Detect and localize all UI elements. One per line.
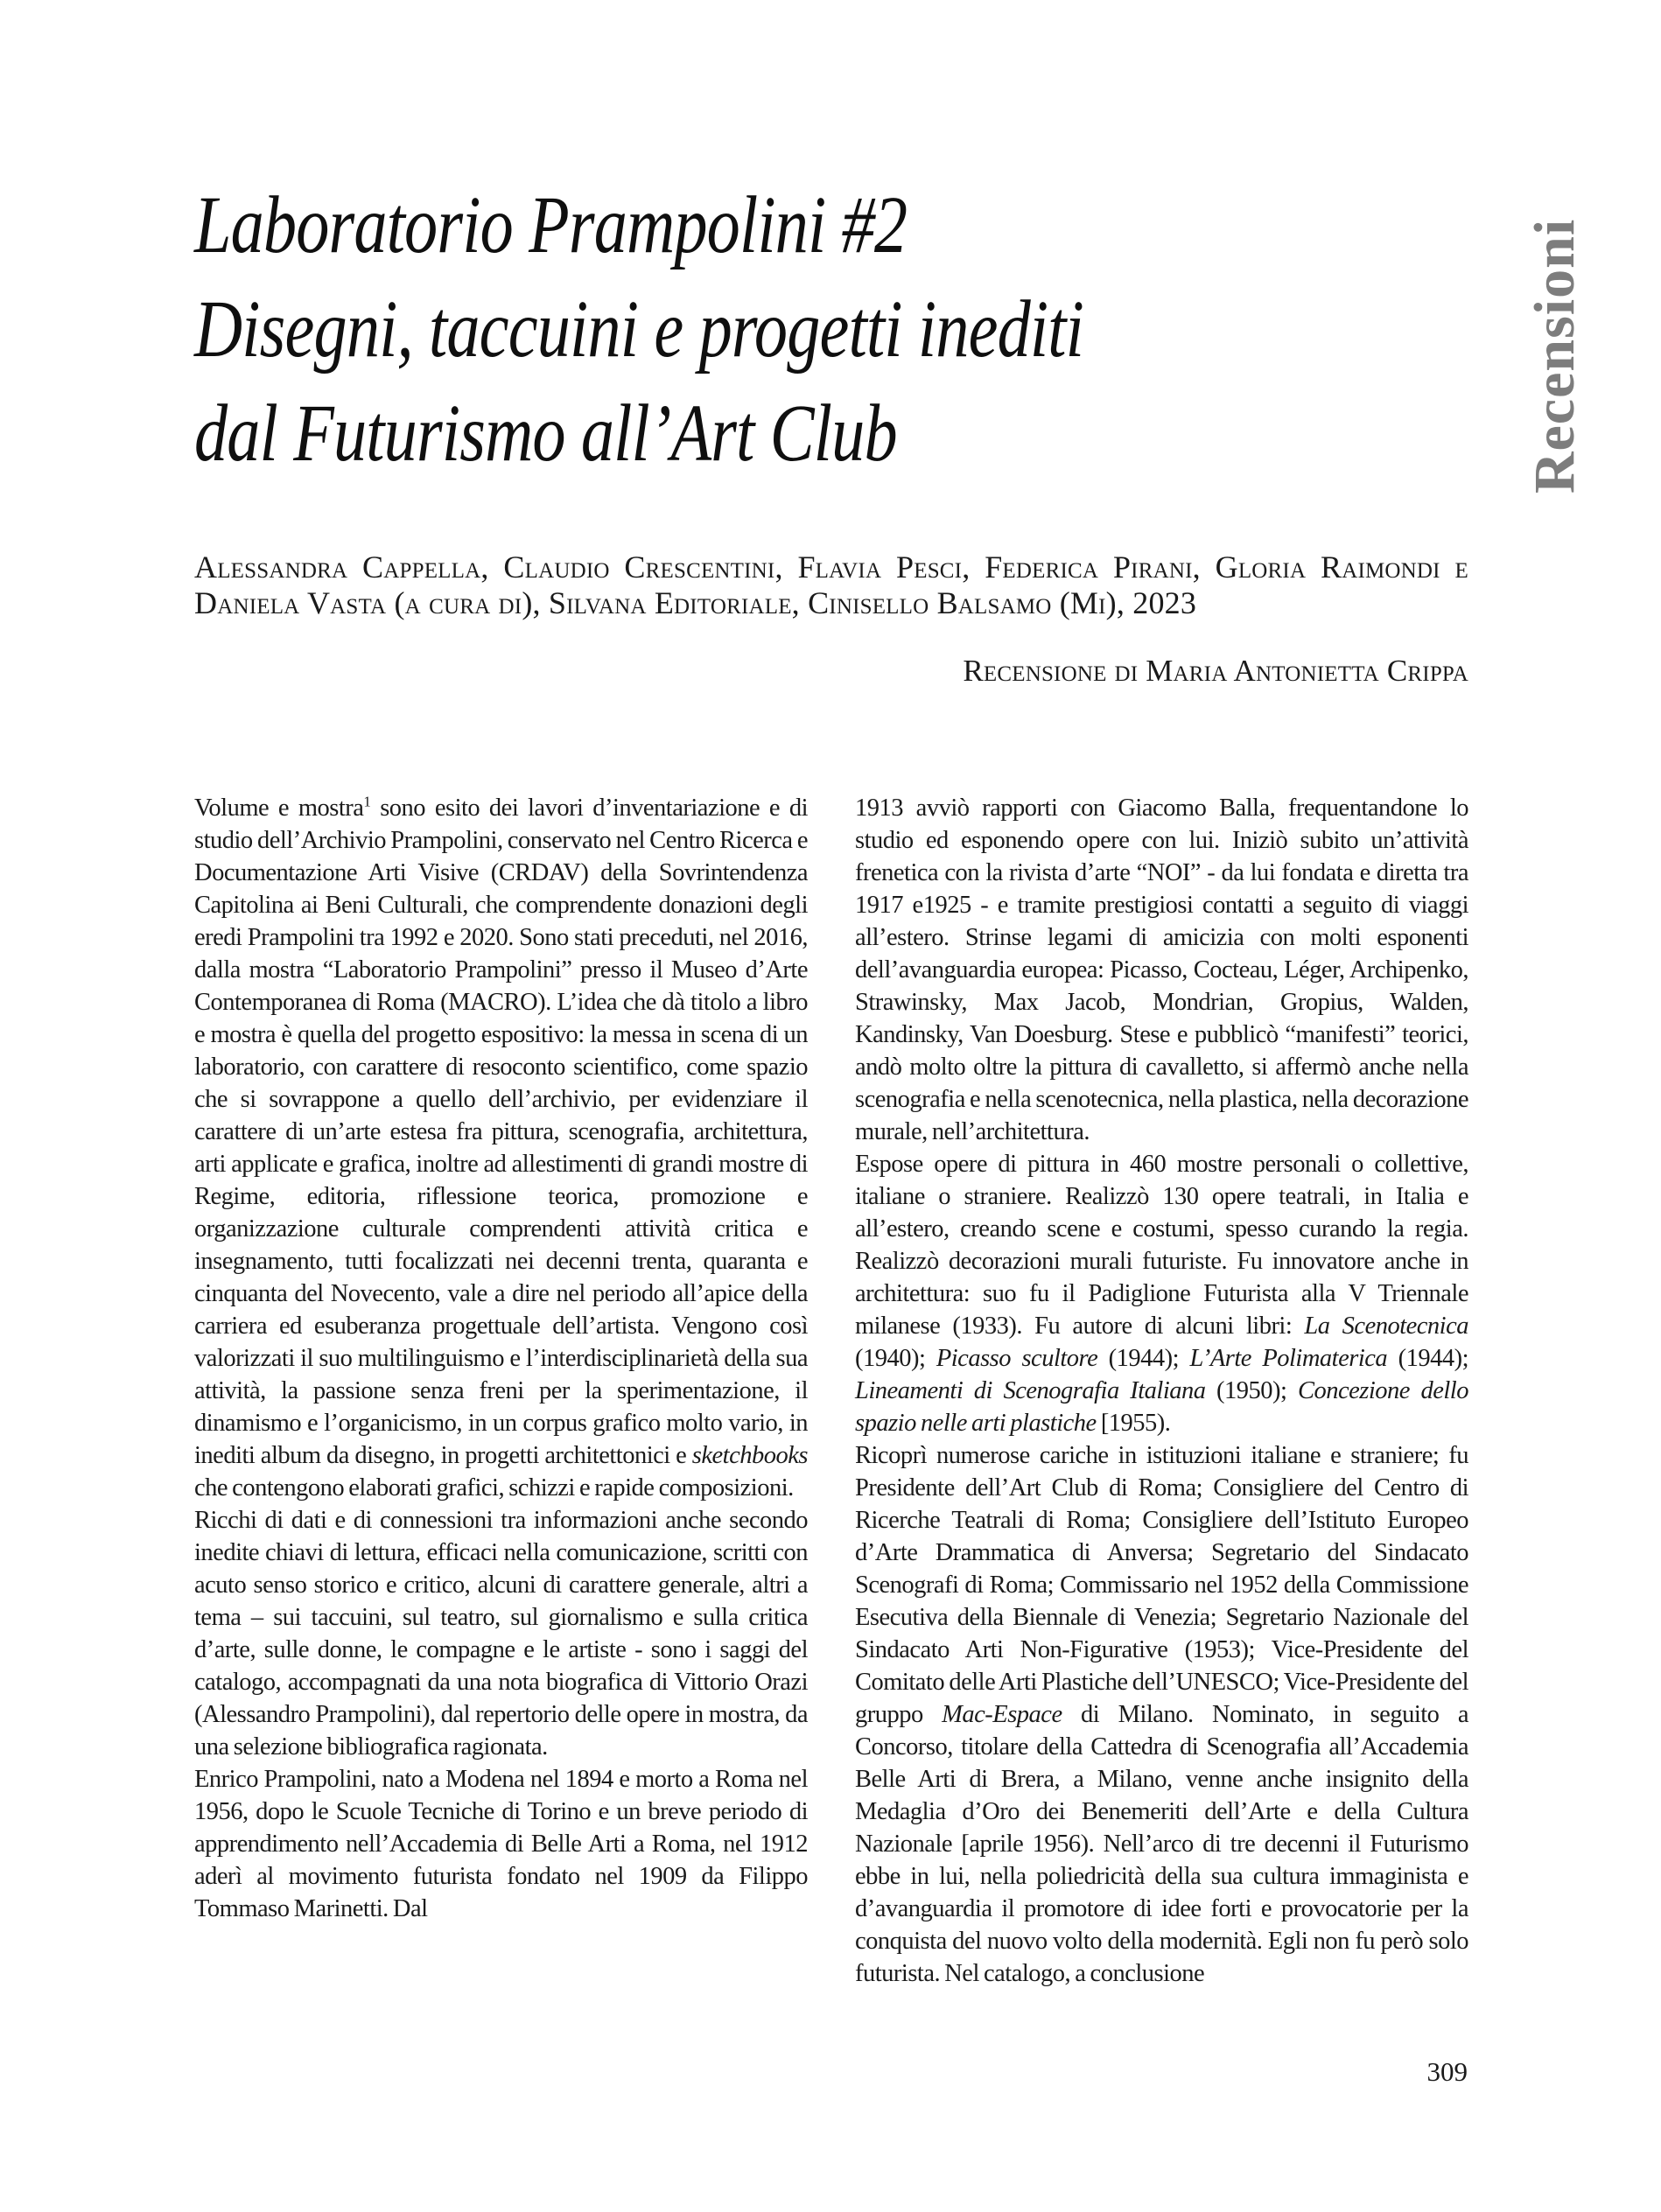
paragraph: Espose opere di pittura in 460 mostre personali o collettive, italiane o straniere. Realizzò 130 opere teatrali, in Italia e all’estero, creando scene e costumi, spesso curando la regia. Realizzò decorazioni murali futuriste. Fu innovatore anche in architettura: suo fu il Padiglione Futurista alla V Triennale milanese (1933). Fu autore di alcuni libri: La Scenotecnica (1940); Picasso scultore (1944); L’Arte Polimaterica (1944); Lineamenti di Scenografia Italiana (1950); Concezione dello spazio nelle arti plastiche [1955). [855,1151,1469,1437]
page-title-line-3: dal Futurismo all’Art Club [194,388,897,479]
section-label-recensioni: Recensioni [1523,218,1587,494]
paragraph: Volume e mostra$^1$ sono esito dei lavori d’inventariazione e di studio dell’Archivio Prampolini, conservato nel Centro Ricerca e Documentazione Arti Visive (CRDAV) della Sovrintendenza Capitolina ai Beni Culturali, che comprendente donazioni degli eredi Prampolini tra 1992 e 2020. Sono stati preceduti, nel 2016, dalla mostra “Laboratorio Prampolini” presso il Museo d’Arte Contemporanea di Roma (MACRO). L’idea che dà titolo a libro e mostra è quella del progetto espositivo: la messa in scena di un laboratorio, con carattere di resoconto scientifico, come spazio che si sovrappone a quello dell’archivio, per evidenziare il carattere di un’arte estesa fra pittura, scenografia, architettura, arti applicate e grafica, inoltre ad allestimenti di grandi mostre di Regime, editoria, riflessione teorica, promozione e organizzazione culturale comprendenti attività critica e insegnamento, tutti focalizzati nei decenni trenta, quaranta e cinquanta del Novecento, vale a dire nel periodo all’apice della carriera ed esuberanza progettuale dell’artista. Vengono così valorizzati il suo multilinguismo e l’interdisciplinarietà della sua attività, la passione senza freni per la sperimentazione, il dinamismo e l’organicismo, in un corpus grafico molto vario, in inediti album da disegno, in progetti architettonici e sketchbooks che contengono elaborati grafici, schizzi e rapide composizioni. [194,793,808,1502]
body-column-right [855,792,1468,2122]
body-column-left [194,792,808,2122]
paragraph: Ricchi di dati e di connessioni tra informazioni anche secondo inedite chiavi di lettura, efficaci nella comunicazione, scritti con acuto senso storico e critico, alcuni di carattere generale, altri a tema – sui taccuini, sul teatro, sul giornalismo e sulla critica d’arte, sulle donne, le compagne e le artiste - sono i saggi del catalogo, accompagnati da una nota biografica di Vittorio Orazi (Alessandro Prampolini), dal repertorio delle opere in mostra, da una selezione bibliografica ragionata. [194,1507,808,1760]
reviewer-line: Recensione di Maria Antonietta Crippa [963,654,1468,688]
authors-line: Alessandra Cappella, Claudio Crescentini, Flavia Pesci, Federica Pirani, Gloria Raimondi e Daniela Vasta (a cura di), Silvana Editoriale, Cinisello Balsamo (Mi), 2023 [194,550,1468,620]
page-title-line-1: Laboratorio Prampolini #2 [194,180,908,270]
page-number: 309 [1426,2056,1468,2087]
paragraph: 1913 avviò rapporti con Giacomo Balla, frequentandone lo studio ed esponendo opere con lui. Iniziò subito un’attività frenetica con la rivista d’arte “NOI” - da lui fondata e diretta tra 1917 e1925 - e tramite prestigiosi contatti a seguito di viaggi all’estero. Strinse legami di amicizia con molti esponenti dell’avanguardia europea: Picasso, Cocteau, Léger, Archipenko, Strawinsky, Max Jacob, Mondrian, Gropius, Walden, Kandinsky, Van Doesburg. Stese e pubblicò “manifesti” teorici, andò molto oltre la pittura di cavalletto, si affermò anche nella scenografia e nella scenotecnica, nella plastica, nella decorazione murale, nell’architettura. [855,794,1468,1145]
page-title [194,173,1083,486]
paragraph: Enrico Prampolini, nato a Modena nel 1894 e morto a Roma nel 1956, dopo le Scuole Tecniche di Torino e un breve periodo di apprendimento nell’Accademia di Belle Arti a Roma, nel 1912 aderì al movimento futurista fondato nel 1909 da Filippo Tommaso Marinetti. Dal [194,1766,808,1922]
paragraph: Ricoprì numerose cariche in istituzioni italiane e straniere; fu Presidente dell’Art Club di Roma; Consigliere del Centro di Ricerche Teatrali di Roma; Consigliere dell’Istituto Europeo d’Arte Drammatica di Anversa; Segretario del Sindacato Scenografi di Roma; Commissario nel 1952 della Commissione Esecutiva della Biennale di Venezia; Segretario Nazionale del Sindacato Arti Non-Figurative (1953); Vice-Presidente del Comitato delle Arti Plastiche dell’UNESCO; Vice-Presidente del gruppo Mac-Espace di Milano. Nominato, in seguito a Concorso, titolare della Cattedra di Scenografia all’Accademia Belle Arti di Brera, a Milano, venne anche insignito della Medaglia d’Oro dei Benemeriti dell’Arte e della Cultura Nazionale [aprile 1956). Nell’arco di tre decenni il Futurismo ebbe in lui, nella poliedricità della sua cultura immaginista e d’avanguardia il promotore di idee forti e provocatorie per la conquista del nuovo volto della modernità. Egli non fu però solo futurista. Nel catalogo, a conclusione [855,1442,1468,1987]
page-title-line-2: Disegni, taccuini e progetti inediti [194,284,1084,374]
